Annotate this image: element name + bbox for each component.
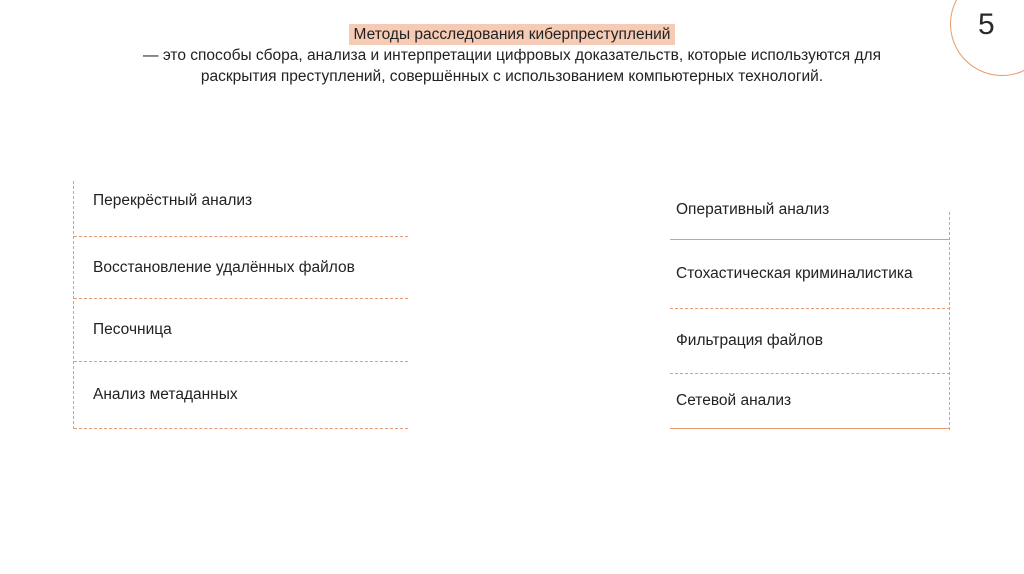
list-item-label: Сетевой анализ bbox=[676, 392, 792, 409]
slide-heading bbox=[0, 24, 1024, 87]
list-item-label: Песочница bbox=[93, 321, 172, 338]
right-methods-list bbox=[670, 181, 950, 429]
list-item-label: Стохастическая криминалистика bbox=[676, 265, 913, 282]
list-item-label: Перекрёстный анализ bbox=[93, 191, 253, 209]
list-item bbox=[670, 374, 950, 429]
list-item bbox=[74, 299, 408, 362]
left-methods-list bbox=[73, 181, 408, 429]
list-item bbox=[670, 309, 950, 374]
list-item-label: Фильтрация файлов bbox=[676, 332, 824, 349]
list-item bbox=[670, 181, 950, 240]
right-list-border bbox=[949, 212, 950, 430]
list-item-label: Оперативный анализ bbox=[676, 201, 830, 218]
list-item bbox=[74, 181, 408, 237]
list-item-label: Восстановление удалённых файлов bbox=[93, 258, 355, 276]
page-number: 5 bbox=[978, 8, 995, 41]
list-item bbox=[670, 240, 950, 309]
list-item-label: Анализ метаданных bbox=[93, 386, 238, 403]
slide-title: Методы расследования киберпреступлений bbox=[349, 24, 676, 45]
list-item bbox=[74, 362, 408, 429]
list-item bbox=[74, 237, 408, 299]
slide-description: — это способы сбора, анализа и интерпретации цифровых доказательств, которые используются для раскрытия преступлений, совершённых с использованием компьютерных технологий. bbox=[143, 47, 881, 85]
